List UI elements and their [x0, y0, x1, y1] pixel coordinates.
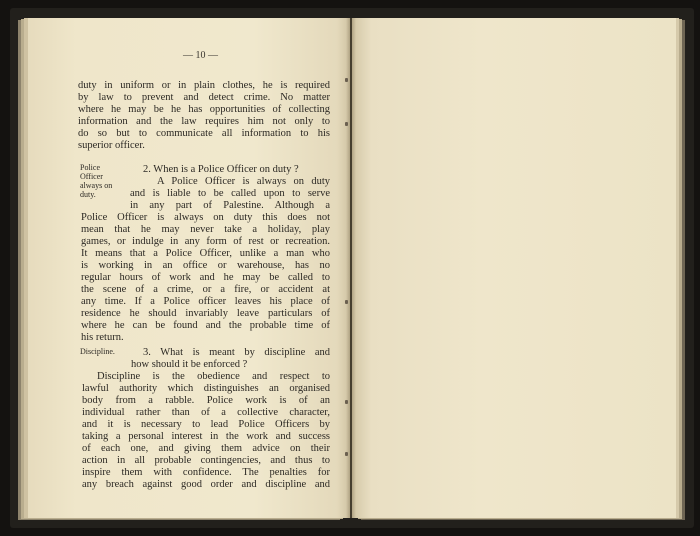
text-line: and is liable to be called upon to serve [130, 188, 330, 199]
text-line: individual rather than of a collective character, [82, 407, 330, 418]
text-line: regular hours of work and he may be called to [81, 272, 330, 283]
text-line: where he can be found and the probable time of [81, 320, 330, 331]
text-line: the scene of a crime, or a fire, or accident at [81, 284, 330, 295]
binding-stitch [345, 452, 348, 456]
text-line: any time. If a Police officer leaves his place of [81, 296, 330, 307]
text-line: superior officer. [78, 140, 145, 151]
text-line: do so but to communicate all information to his [78, 128, 330, 139]
text-line: Police Officer is always on duty this does not [81, 212, 330, 223]
text-line: of each one, and giving them advice on their [82, 443, 330, 454]
margin-note: Discipline. [80, 347, 115, 356]
right-page-blank [352, 18, 676, 518]
text-line: where he may be he has opportunities of collecting [78, 104, 330, 115]
text-line: It means that a Police Officer, unlike a man who [81, 248, 330, 259]
section-heading: 3. What is meant by discipline and [143, 347, 330, 358]
text-line: Discipline is the obedience and respect to [97, 371, 330, 382]
text-line: action in all probable contingencies, and thus to [82, 455, 330, 466]
text-line: body from a rabble. Police work is of an [82, 395, 330, 406]
text-line: in any part of Palestine. Although a [130, 200, 330, 211]
text-line: mean that he may never take a holiday, play [81, 224, 330, 235]
text-line: by law to prevent and detect crime. No matter [78, 92, 330, 103]
text-line: A Police Officer is always on duty [157, 176, 330, 187]
binding-stitch [345, 122, 348, 126]
section-heading: 2. When is a Police Officer on duty ? [143, 164, 299, 175]
text-line: taking a personal interest in the work and success [82, 431, 330, 442]
margin-note: duty. [80, 190, 96, 199]
text-line: any breach against good order and discipline and [82, 479, 330, 490]
text-line: is working in an office or warehouse, has no [81, 260, 330, 271]
binding-stitch [345, 300, 348, 304]
text-line: residence he should invariably leave particulars of [81, 308, 330, 319]
binding-stitch [345, 78, 348, 82]
text-line: duty in uniform or in plain clothes, he is required [78, 80, 330, 91]
text-line: lawful authority which distinguishes an organised [82, 383, 330, 394]
text-line: information and the law requires him not only to [78, 116, 330, 127]
book-gutter [346, 18, 356, 518]
margin-note: always on [80, 181, 113, 190]
binding-stitch [345, 400, 348, 404]
margin-note: Police [80, 163, 100, 172]
page-number: — 10 — [183, 50, 218, 61]
margin-note: Officer [80, 172, 103, 181]
text-line: his return. [81, 332, 124, 343]
section-heading: how should it be enforced ? [131, 359, 248, 370]
text-line: inspire them with confidence. The penalties for [82, 467, 330, 478]
text-line: games, or indulge in any form of rest or recreation. [81, 236, 330, 247]
text-line: and it is necessary to lead Police Officers by [82, 419, 330, 430]
